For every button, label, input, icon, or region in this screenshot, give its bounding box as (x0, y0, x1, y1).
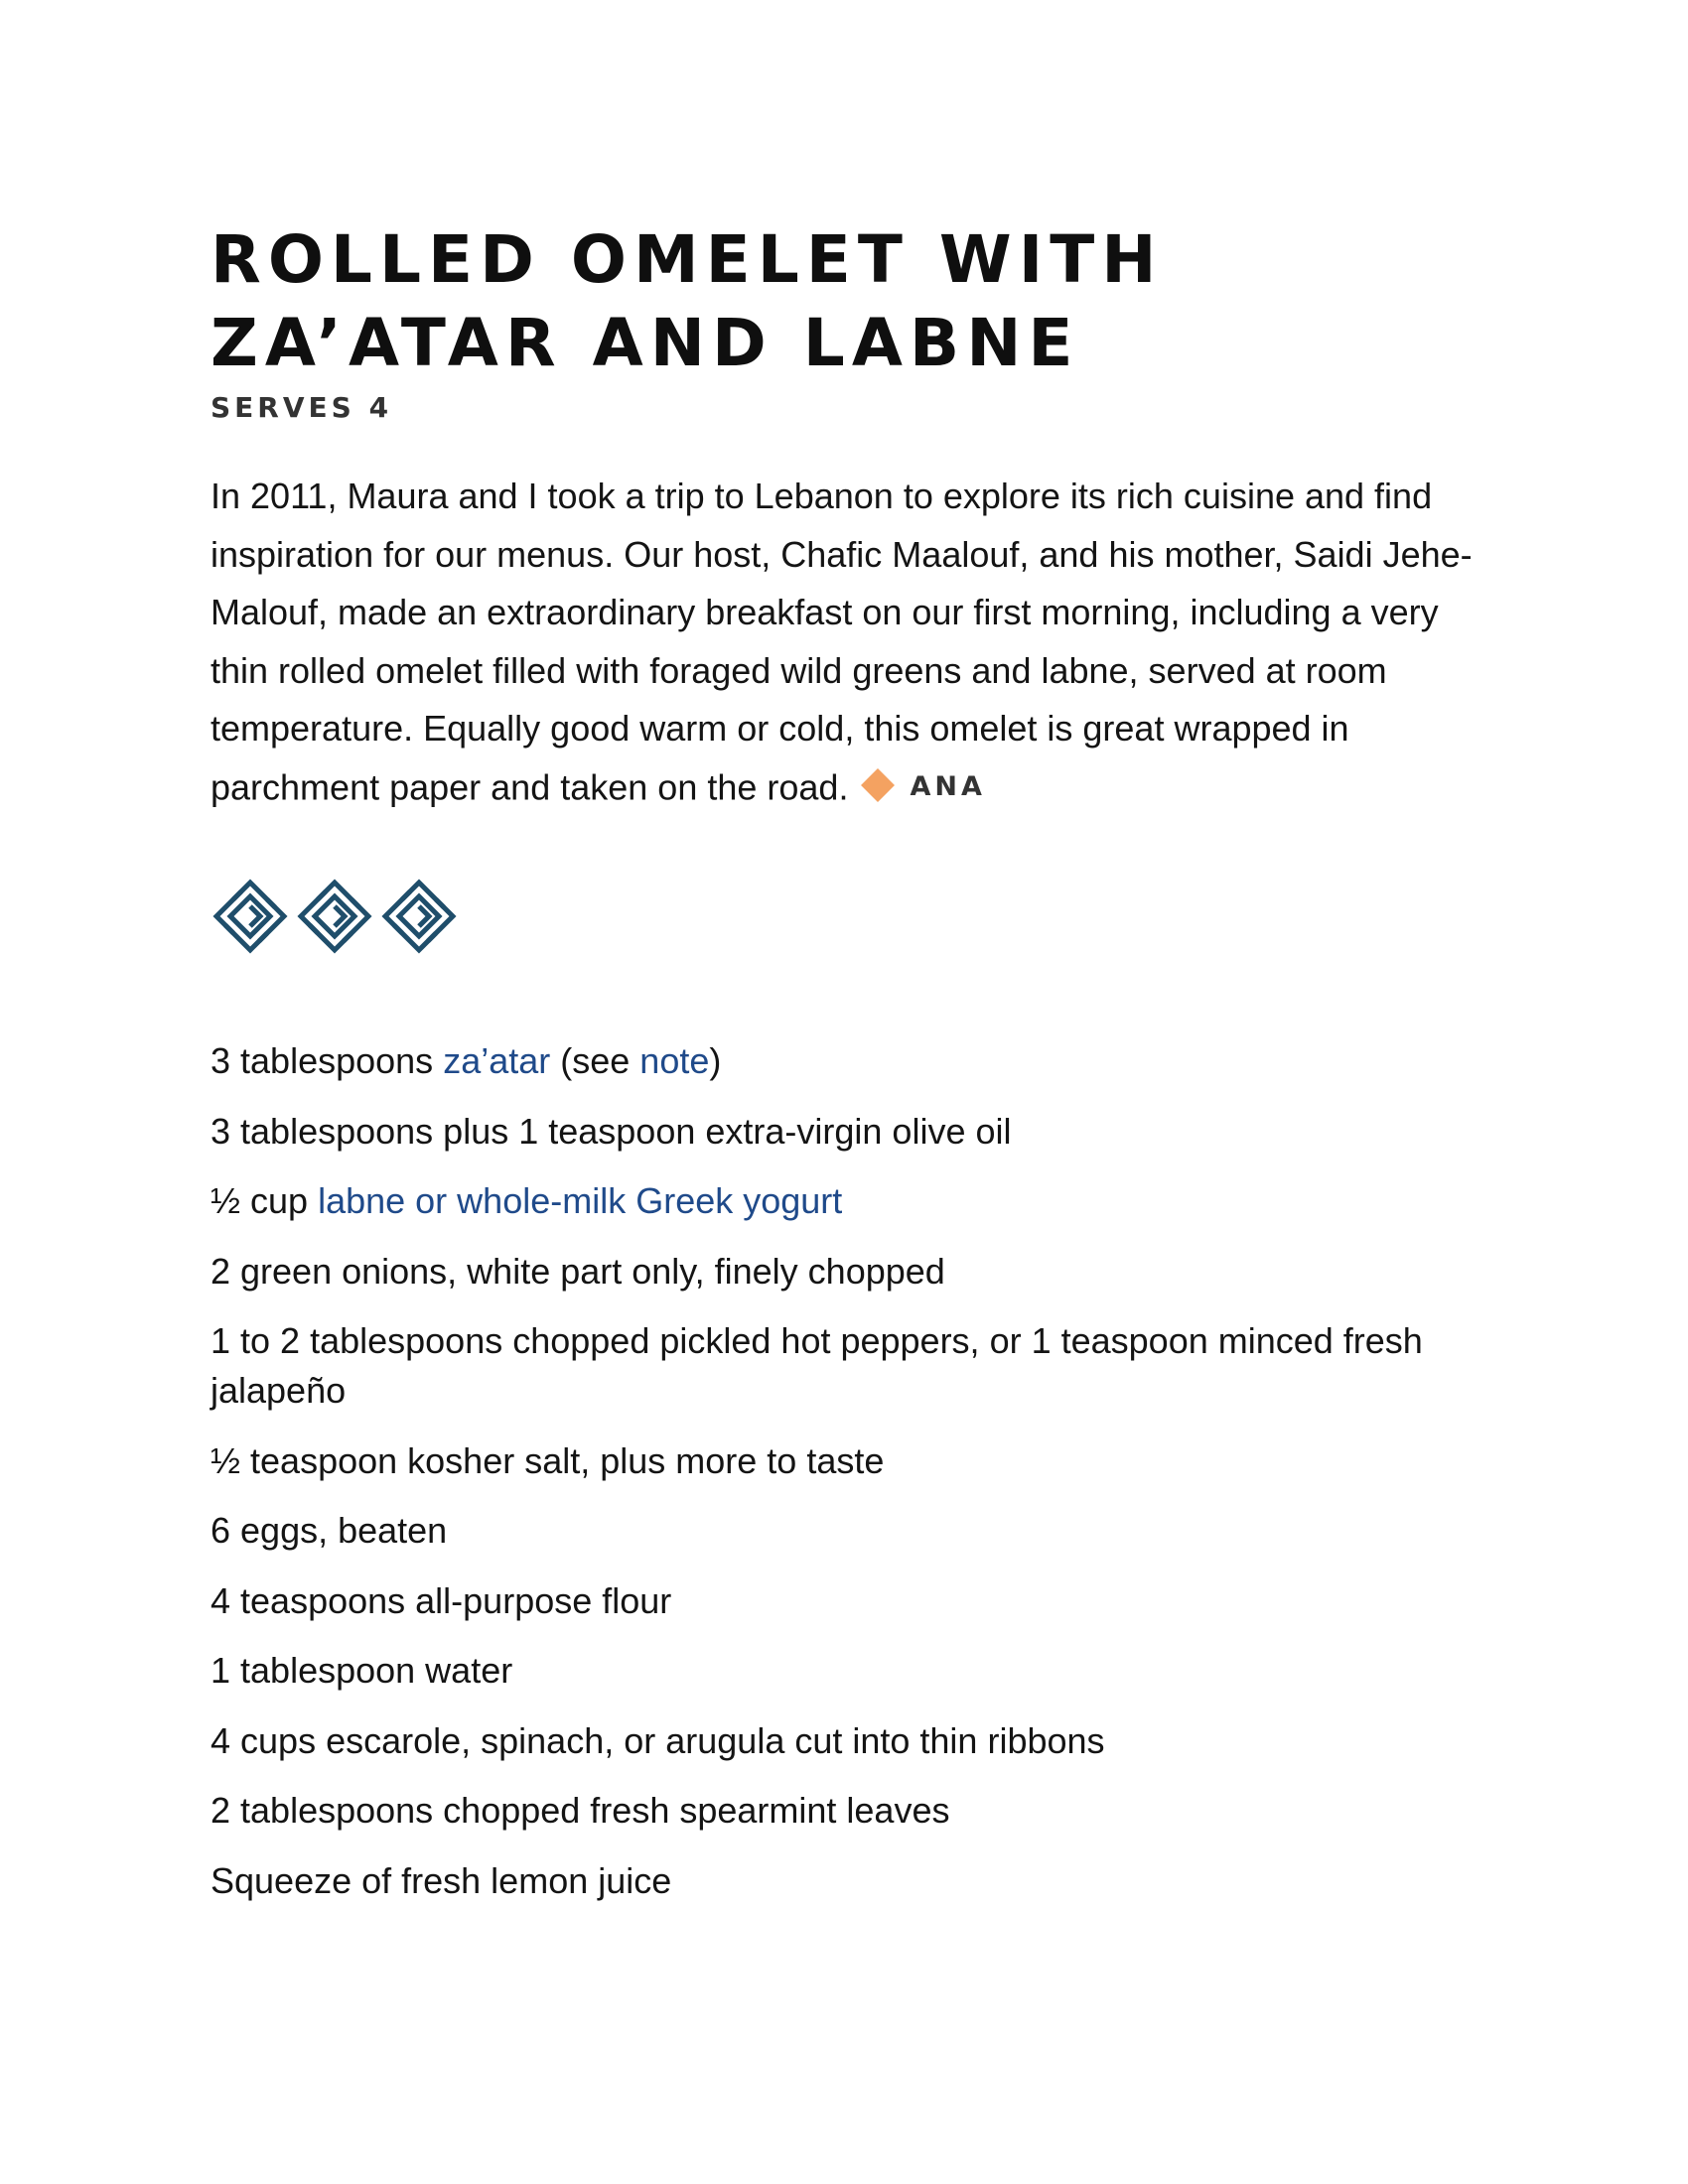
zaatar-link[interactable]: za’atar (443, 1040, 551, 1082)
note-link[interactable]: note (639, 1040, 710, 1082)
ingredient-item: ½ teaspoon kosher salt, plus more to taste (211, 1439, 885, 1481)
ingredient-text: ½ cup (211, 1180, 319, 1222)
ingredient-item (211, 1176, 1491, 1226)
recipe-title-line-2: ZA’ATAR AND LABNE (211, 305, 1080, 381)
ingredient-item: 6 eggs, beaten (211, 1510, 448, 1552)
diamond-icon (861, 768, 895, 802)
author-name: ANA (910, 770, 986, 802)
author-signoff (866, 758, 985, 817)
ingredient-item: 4 teaspoons all-purpose flour (211, 1579, 672, 1621)
ingredient-item: Squeeze of fresh lemon juice (211, 1859, 672, 1901)
labne-link[interactable]: labne or whole-milk Greek yogurt (318, 1180, 843, 1222)
recipe-title-line-1: ROLLED OMELET WITH (211, 221, 1164, 298)
ingredient-item: 4 cups escarole, spinach, or arugula cut into thin ribbons (211, 1719, 1105, 1761)
serves-label: SERVES 4 (211, 391, 393, 424)
ingredient-item: 1 tablespoon water (211, 1650, 513, 1692)
intro-text: In 2011, Maura and I took a trip to Lebanon to explore its rich cuisine and find inspiration for our menus. Our host, Chafic Maalouf, and his mother, Saidi Jehe-Malouf, made an extraordinary breakfast on our first morning, including a very thin rolled omelet filled with foraged wild greens and labne, served at room temperature. Equally good warm or cold, this omelet is great wrapped in parchment paper and taken on the road. (211, 476, 1473, 807)
recipe-page (211, 218, 1491, 1926)
ingredient-text: (see (550, 1040, 640, 1082)
ingredient-item: 3 tablespoons plus 1 teaspoon extra-virgin olive oil (211, 1110, 1012, 1152)
ingredient-item (211, 1036, 1491, 1086)
ingredient-item: 2 tablespoons chopped fresh spearmint leaves (211, 1790, 950, 1832)
ingredient-item: 1 to 2 tablespoons chopped pickled hot peppers, or 1 teaspoon minced fresh jalapeño (211, 1320, 1423, 1412)
recipe-title (211, 218, 1491, 385)
intro-paragraph (211, 468, 1491, 816)
ingredient-list (211, 1036, 1491, 1906)
ingredient-text: 3 tablespoons (211, 1040, 444, 1082)
geometric-knot-ornament-icon (211, 862, 459, 971)
ingredient-item: 2 green onions, white part only, finely chopped (211, 1250, 945, 1292)
ingredient-text: ) (709, 1040, 722, 1082)
